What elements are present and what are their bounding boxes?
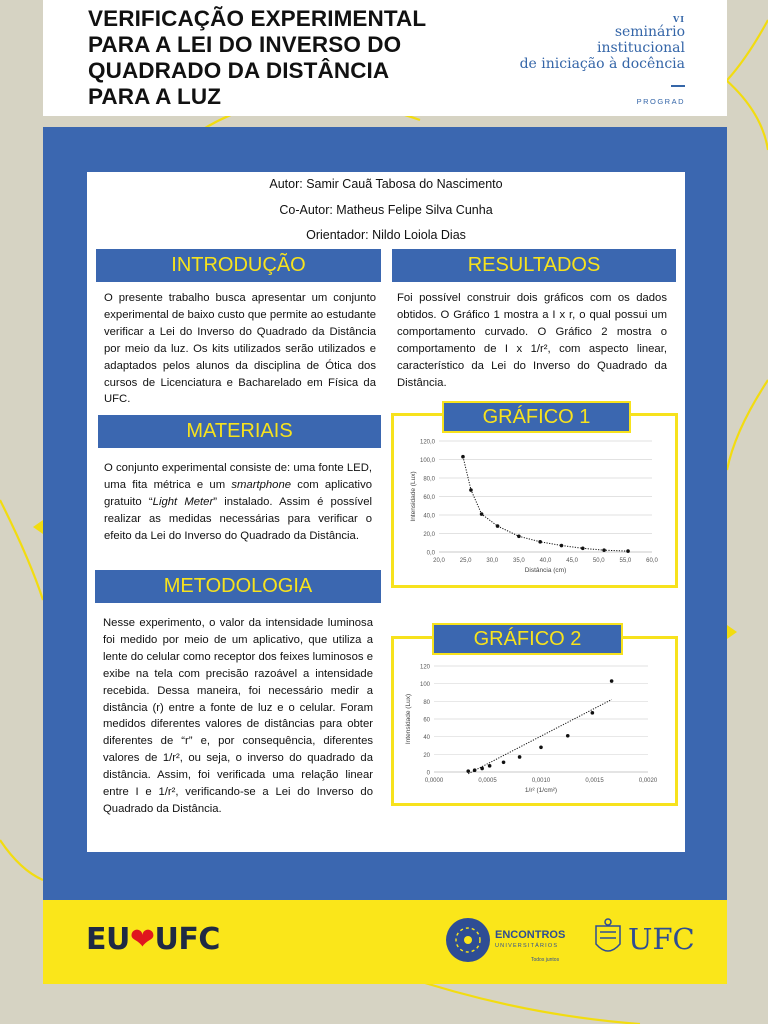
y-tick-label: 100,0 [419,458,435,464]
data-point [469,488,473,492]
section-text-metodologia: Nesse experimento, o valor da intensidade luminosa foi medido por meio de um aplicativo, que utiliza a lente do celular como receptor dos feixes luminosos e exibe na tela com precisão razoável a intensidade recebida. Dessa maneira, foi necessário medir a distância (r) entre a fonte de luz e o celular. Foram medidos diferentes valores de distâncias para obter diferentes de “r” e, por consequência, diferentes valores de 1/r², ou seja, o inverso do quadrado da distância. Assim, foi verificada uma relação linear entre I e 1/r², verificando-se a Lei do Inverso do Quadrado da Distância. [103,617,373,815]
logo-text-eu: EU [86,922,130,957]
y-tick-label: 80 [423,699,430,706]
chart1-frame [391,413,678,588]
x-tick-label: 0,0000 [424,778,444,784]
y-tick-label: 60 [423,717,430,724]
y-tick-label: 0,0 [426,550,435,557]
y-tick-label: 20 [423,752,430,759]
chart2-plot [394,639,675,803]
encontros-badge-icon [446,918,490,962]
section-text-resultados: Foi possível construir dois gráficos com os dados obtidos. O Gráfico 1 mostra a I x r, o qual possui um comportamento curvado. O Gráfico 2 mostra o comportamento de I x 1/r², com aspecto linear, característico da Lei do Inverso do Quadrado da Distância. [397,292,667,389]
title-line: QUADRADO DA DISTÂNCIA [88,58,390,83]
text-run: ” instalado. Assim é possível realizar as medidas necessárias para verificar o efeito da Lei do Inverso do Quadrado da Distância. [104,495,373,542]
x-tick-label: 60,0 [646,558,658,564]
chart2-frame [391,636,678,806]
encontros-wordmark [495,930,565,952]
ufc-crest-icon [588,916,628,964]
logo-text-ufc: UFC [154,922,220,957]
data-point [480,767,484,771]
y-tick-label: 120,0 [419,439,435,446]
data-point [626,549,630,553]
data-point [591,711,595,715]
title-line: PARA A LEI DO INVERSO DO [88,32,402,57]
y-tick-label: 20,0 [423,532,435,538]
title-line: PARA A LUZ [88,84,222,109]
x-tick-label: 25,0 [459,558,472,564]
data-point [539,745,543,749]
text-run: com aplicativo gratuito “ [104,478,372,508]
data-point [473,768,477,772]
data-point [461,455,465,459]
y-tick-label: 120 [419,664,430,671]
text-run: O conjunto experimental consiste de: uma fonte LED, uma fita métrica e um [104,462,372,491]
data-point [581,547,585,551]
section-heading-resultados: RESULTADOS [392,249,676,282]
x-tick-label: 40,0 [539,558,552,564]
data-point [560,544,564,548]
eu-ama-ufc-logo [86,922,220,957]
y-tick-label: 100 [419,682,430,689]
y-tick-label: 40,0 [423,513,435,520]
y-tick-label: 80,0 [423,476,435,483]
data-point [610,679,614,683]
authors-block [87,172,685,249]
title-line: VERIFICAÇÃO EXPERIMENTAL [88,6,427,31]
x-tick-label: 35,0 [513,558,525,564]
seminar-divider [671,85,685,87]
data-point [602,548,606,552]
seminar-org: PROGRAD [636,97,685,106]
section-text-introducao: O presente trabalho busca apresentar um conjunto experimental de baixo custo que permite ao estudante verificar a Lei do Inverso do Quadrado da Distância por meio da luz. Os kits utilizados serão utilizados e adaptados pelos alunos da disciplina de Ótica dos cursos de Licenciatura e Bacharelado em Física da UFC. [104,292,376,406]
section-text-materiais [104,460,372,545]
chart1-plot [394,416,675,585]
poster-title [88,6,508,110]
data-point [502,760,506,764]
y-tick-label: 0 [426,770,430,777]
seminar-line: de iniciação à docência [519,56,685,72]
data-point [496,524,500,528]
x-tick-label: 20,0 [433,558,445,564]
data-point [466,769,470,773]
coauthor-line: Co-Autor: Matheus Felipe Silva Cunha [279,202,493,217]
heart-icon: ❤ [129,922,155,957]
x-tick-label: 55,0 [619,558,632,564]
x-tick-label: 30,0 [486,558,499,564]
encontros-universitarios-logo-icon [446,918,490,962]
data-point [566,734,570,738]
x-tick-label: 0,0020 [638,778,658,784]
encontros-tagline: Todos juntos [531,957,560,963]
x-tick-label: 50,0 [592,558,605,564]
seminar-line: institucional [596,40,685,56]
universitarios-label: UNIVERSITÁRIOS [495,943,559,949]
x-tick-label: 0,0015 [585,778,604,784]
advisor-line: Orientador: Nildo Loiola Dias [306,228,466,242]
y-axis-label: Intensidade (Lux) [410,471,417,522]
seminar-logo [520,14,685,106]
x-tick-label: 0,0010 [531,778,551,784]
x-axis-label: Distância (cm) [524,567,567,574]
section-heading-introducao: INTRODUÇÃO [96,249,381,282]
encontros-label: ENCONTROS [495,929,566,941]
text-run-italic: smartphone [231,478,292,491]
x-tick-label: 0,0005 [478,778,497,784]
footer [43,900,727,984]
x-axis-label: 1/r² (1/cm²) [524,787,558,794]
trend-curve [463,457,628,551]
data-point [538,540,542,544]
seminar-edition: VI [673,14,685,24]
author-line: Autor: Samir Cauã Tabosa do Nascimento [269,177,503,191]
y-axis-label: Intensidade (Lux) [405,693,412,745]
y-tick-label: 40 [423,735,430,742]
ufc-wordmark: UFC [628,922,695,956]
data-point [480,512,484,516]
x-tick-label: 45,0 [566,558,578,564]
text-run-italic: Light Meter [152,495,214,508]
chart1-heading: GRÁFICO 1 [442,401,631,433]
y-tick-label: 60,0 [423,495,435,501]
section-heading-metodologia: METODOLOGIA [95,570,381,603]
header [43,0,727,116]
chart2-heading: GRÁFICO 2 [432,623,623,655]
data-point [517,534,521,538]
data-point [518,755,522,759]
seminar-line: seminário [614,24,685,40]
section-heading-materiais: MATERIAIS [98,415,381,448]
data-point [488,764,492,768]
